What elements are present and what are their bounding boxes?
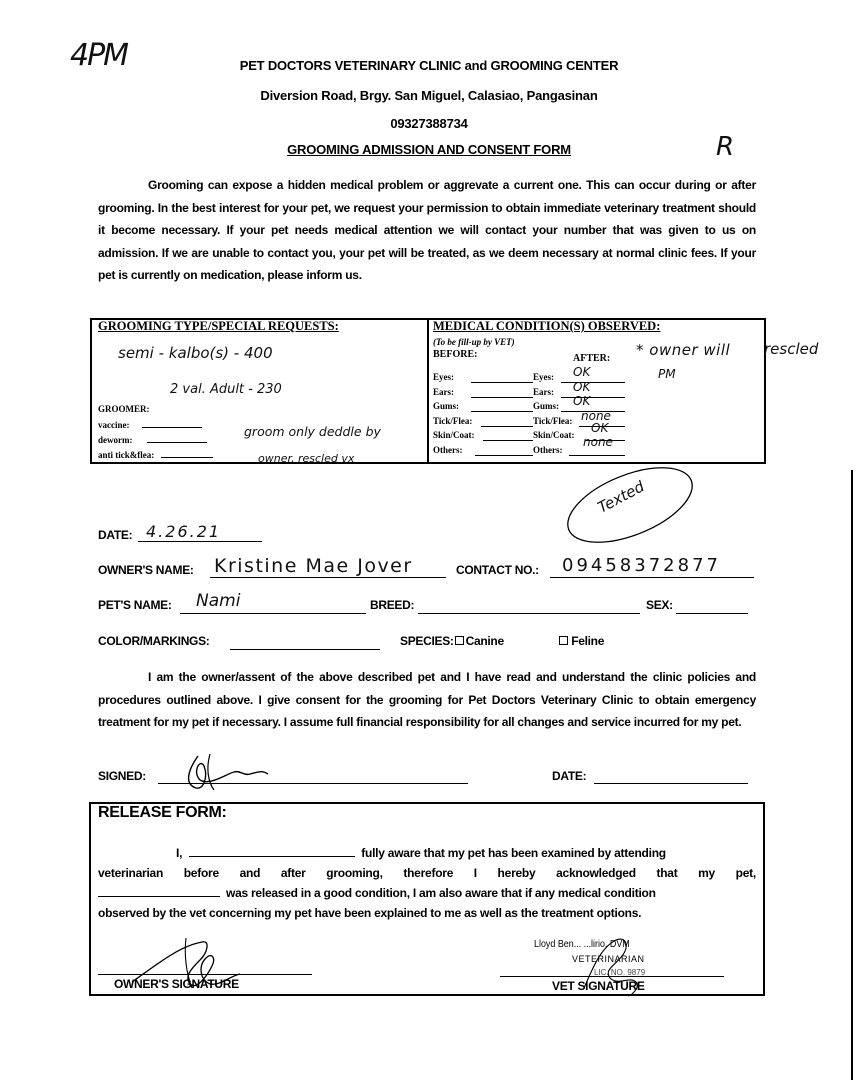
contact-field[interactable] [550, 576, 754, 578]
after-value: OK [573, 394, 591, 408]
medical-row [433, 379, 643, 400]
after-row-label: Eyes: [533, 372, 554, 382]
before-field[interactable] [475, 444, 533, 456]
release-line-2: veterinarian before and after grooming, therefore I hereby acknowledged that my pet, [98, 866, 756, 880]
vaccine-label [98, 417, 202, 433]
date-label: DATE: [98, 528, 133, 542]
antitick-label-text: anti tick&flea: [98, 450, 155, 460]
release-i: I, [176, 846, 183, 860]
pet-value: Nami [196, 591, 241, 611]
after-value: none [581, 408, 611, 423]
release-title: RELEASE FORM: [98, 804, 227, 821]
signed-label: SIGNED: [98, 769, 146, 783]
owner-signature-line[interactable] [98, 973, 312, 975]
color-label: COLOR/MARKINGS: [98, 634, 210, 648]
vaccine-label-text: vaccine: [98, 420, 130, 430]
box-divider [427, 318, 429, 464]
release-line-3 [98, 883, 756, 903]
vet-signature-line[interactable] [500, 975, 724, 977]
sex-label: SEX: [646, 598, 673, 612]
breed-field[interactable] [418, 612, 640, 614]
after-value: OK [591, 421, 609, 435]
release-line-1-text: fully aware that my pet has been examined by attending [361, 846, 666, 860]
after-field[interactable] [561, 371, 625, 383]
after-value: OK [573, 365, 591, 379]
row-label: Gums: [433, 401, 460, 411]
after-value: OK [573, 379, 591, 394]
clinic-name: PET DOCTORS VETERINARY CLINIC and GROOMING CENTER [239, 58, 619, 73]
antitick-label [98, 447, 213, 463]
margin-note: rescled [764, 340, 819, 358]
date-value: 4.26.21 [146, 522, 222, 541]
species-label: SPECIES: [400, 634, 454, 648]
owner-signature-label: OWNER'S SIGNATURE [114, 977, 239, 991]
vaccine-field[interactable] [142, 417, 202, 428]
grooming-entry-2: 2 val. Adult - 230 [170, 382, 282, 397]
canine-checkbox[interactable] [455, 636, 464, 645]
feline-checkbox[interactable] [559, 636, 568, 645]
feline-label: Feline [571, 634, 605, 648]
release-name-field[interactable] [189, 844, 355, 857]
release-line-3-text: was released in a good condition, I am also aware that if any medical condition [226, 886, 656, 900]
medical-row [433, 408, 643, 429]
contact-value: 09458372877 [562, 555, 721, 576]
after-value: none [583, 434, 613, 449]
deworm-field[interactable] [147, 432, 207, 443]
form-title: GROOMING ADMISSION AND CONSENT FORM [287, 142, 571, 157]
texted-stamp-outline [560, 460, 700, 550]
before-field[interactable] [471, 400, 533, 412]
after-row-label: Gums: [533, 401, 560, 411]
vet-license: LIC. NO. 9879 [594, 968, 646, 977]
deworm-label [98, 432, 207, 448]
medical-subtitle: (To be fill-up by VET) [433, 337, 515, 347]
release-pet-field[interactable] [98, 884, 220, 897]
medical-row [433, 394, 643, 414]
medical-rows [433, 365, 643, 457]
grooming-entry-1: semi - kalbo(s) - 400 [118, 344, 273, 362]
after-row-label: Others: [533, 444, 563, 455]
pet-label: PET'S NAME: [98, 598, 172, 612]
signed-date-label: DATE: [552, 769, 587, 783]
clinic-address: Diversion Road, Brgy. San Miguel, Calasiao, Pangasinan [260, 88, 598, 103]
vet-title: VETERINARIAN [572, 954, 645, 964]
row-label: Eyes: [433, 372, 454, 382]
row-label: Tick/Flea: [433, 415, 473, 426]
intro-paragraph: Grooming can expose a hidden medical problem or aggrevate a current one. This can occur during or after grooming. In the best interest for your pet, we request your permission to obtain immediate veterinary treatment should it become necessary. If your pet needs medical attention we will contact your number that was given to us on admission. If we are unable to contact you, your pet will be treated, as we deem necessary at normal clinic fees. If your pet is currently on medication, please inform us. [98, 178, 756, 282]
medical-side-note-2: PM [658, 367, 676, 381]
species-row [400, 634, 604, 648]
corner-note: 4PM [70, 38, 128, 73]
medical-row [433, 365, 643, 385]
release-line-4: observed by the vet concerning my pet have been explained to me as well as the treatment options. [98, 906, 642, 920]
medical-title: MEDICAL CONDITION(S) OBSERVED: [433, 319, 661, 333]
owner-signature-mark [170, 748, 280, 798]
grooming-note-1: groom only deddle by [244, 424, 381, 439]
pet-field[interactable] [180, 612, 366, 614]
after-row-label: Tick/Flea: [533, 415, 573, 426]
antitick-field[interactable] [161, 447, 213, 458]
deworm-label-text: deworm: [98, 435, 133, 445]
signed-date-field[interactable] [594, 782, 748, 784]
after-row-label: Skin/Coat: [533, 430, 575, 440]
clinic-phone: 09327388734 [390, 116, 468, 131]
canine-label: Canine [465, 634, 504, 648]
owner-label: OWNER'S NAME: [98, 563, 194, 577]
grooming-note-2: owner, rescled vx [258, 452, 355, 465]
sex-field[interactable] [676, 612, 748, 614]
before-field[interactable] [483, 429, 533, 441]
before-label: BEFORE: [433, 349, 478, 360]
medical-side-note-1: * owner will [636, 341, 731, 359]
owner-value: Kristine Mae Jover [214, 555, 413, 577]
before-field[interactable] [471, 371, 533, 383]
consent-paragraph: I am the owner/assent of the above described pet and I have read and understand the clinic policies and procedures outlined above. I give consent for the grooming for Pet Doctors Veterinary Clinic to obtain emergency treatment for my pet if necessary. I assume full financial responsibility for all changes and service incurred for my pet. [98, 670, 756, 729]
row-label: Skin/Coat: [433, 430, 475, 440]
vet-signature-label: VET SIGNATURE [552, 979, 645, 993]
after-row-label: Ears: [533, 386, 554, 397]
corner-mark: R [716, 132, 735, 162]
row-label: Others: [433, 444, 463, 455]
breed-label: BREED: [370, 598, 415, 612]
after-field[interactable] [561, 386, 625, 398]
before-field[interactable] [481, 415, 533, 427]
contact-label: CONTACT NO.: [456, 563, 539, 577]
row-label: Ears: [433, 386, 454, 397]
scan-edge [851, 470, 853, 1080]
before-field[interactable] [471, 386, 533, 398]
after-label: AFTER: [573, 353, 611, 364]
groomer-label: GROOMER: [98, 404, 150, 414]
texted-stamp: Texted [594, 477, 648, 517]
color-field[interactable] [230, 648, 380, 650]
vet-name: Lloyd Ben... ...lirio, DVM [534, 938, 630, 950]
grooming-title: GROOMING TYPE/SPECIAL REQUESTS: [98, 319, 339, 333]
release-line-1 [98, 843, 756, 863]
